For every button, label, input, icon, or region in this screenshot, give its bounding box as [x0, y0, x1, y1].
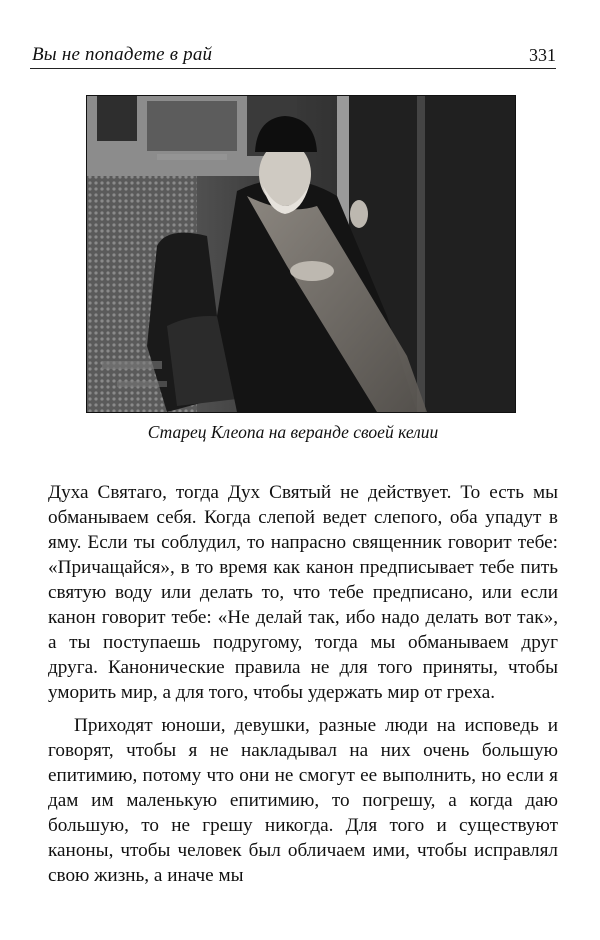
body-text: [48, 480, 558, 888]
running-header: [30, 44, 556, 69]
page-number: 331: [529, 45, 556, 65]
photograph-elder-on-veranda: [86, 95, 516, 413]
running-title: Вы не попадете в рай: [32, 44, 213, 65]
photo-caption: Старец Клеопа на веранде своей келии: [147, 422, 439, 442]
paragraph-2: Приходят юноши, девушки, разные люди на исповедь и говорят, чтобы я не накладывал на них очень большую епитимию, потому что они не смогут ее выполнить, но если я дам им маленькую епитимию, то погрешу, а когда даю большую, то не грешу никогда. Для того и существуют каноны, чтобы человек был обличаем ими, чтобы исправлял свою жизнь, а иначе мы: [48, 715, 558, 886]
paragraph-1: Духа Святаго, тогда Дух Святый не действует. То есть мы обманываем себя. Когда слепой ведет слепого, оба упадут в яму. Если ты соблудил, то напрасно священник говорит тебе: «Причащайся», в то время как канон предписывает тебе пить святую воду или делать то, что тебе предписано, или если канон говорит тебе: «Не делай так, ибо надо делать вот так», а ты поступаешь подругому, тогда мы обманываем друг друга. Канонические правила не для того приняты, чтобы уморить мир, а для того, чтобы удержать мир от греха.: [48, 482, 558, 703]
photo-illustration: [87, 96, 515, 412]
